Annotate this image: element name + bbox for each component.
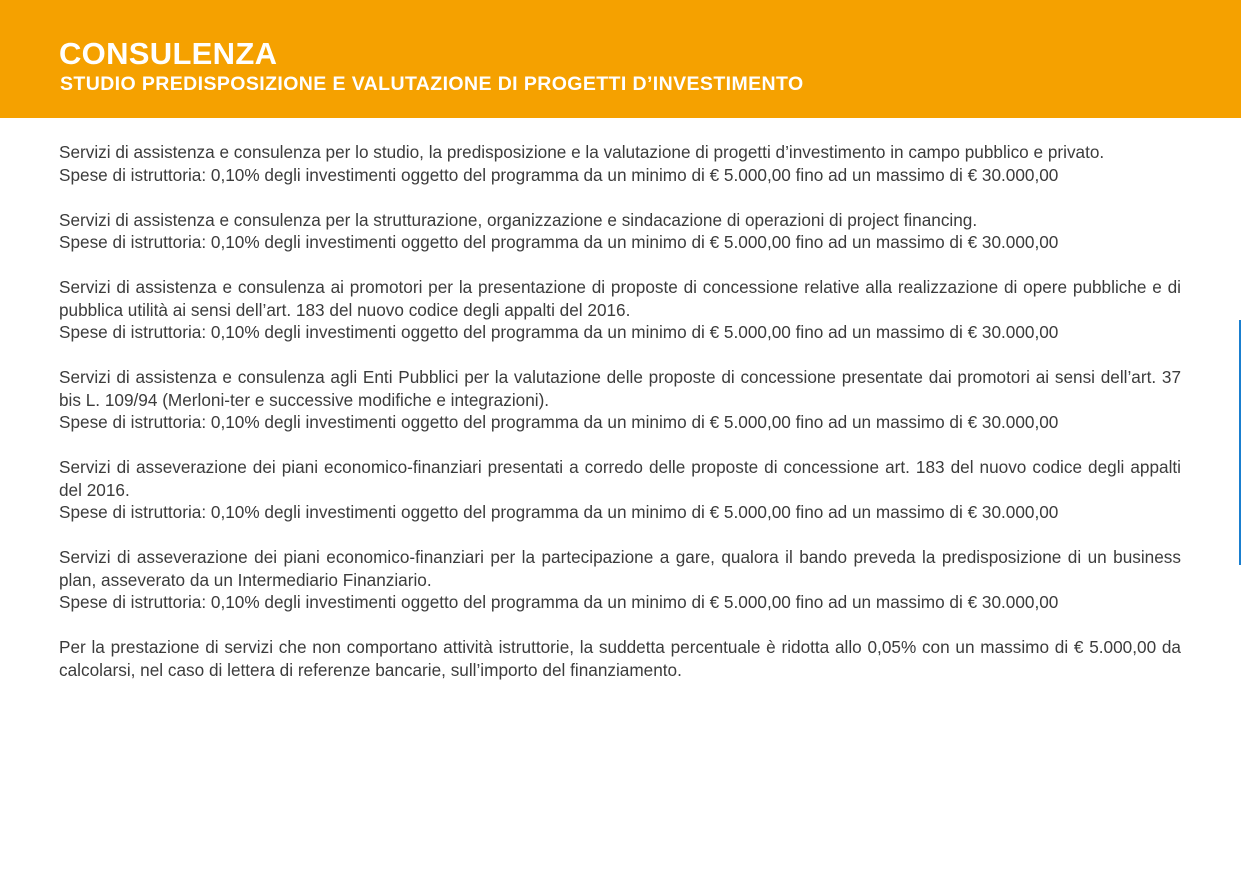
service-description: Servizi di assistenza e consulenza ai promotori per la presentazione di proposte di concessione relative alla realizzazione di opere pubbliche e di pubblica utilità ai sensi dell’art. 183 del nuovo codice degli appalti del 2016. — [59, 277, 1181, 320]
service-fee: Spese di istruttoria: 0,10% degli investimenti oggetto del programma da un minimo di € 5.000,00 fino ad un massimo di € 30.000,00 — [59, 232, 1059, 252]
service-description: Servizi di asseverazione dei piani economico-finanziari presentati a corredo delle proposte di concessione art. 183 del nuovo codice degli appalti del 2016. — [59, 457, 1181, 500]
page-subtitle: STUDIO PREDISPOSIZIONE E VALUTAZIONE DI PROGETTI D’INVESTIMENTO — [60, 73, 804, 95]
service-fee: Spese di istruttoria: 0,10% degli investimenti oggetto del programma da un minimo di € 5.000,00 fino ad un massimo di € 30.000,00 — [59, 412, 1059, 432]
service-fee: Spese di istruttoria: 0,10% degli investimenti oggetto del programma da un minimo di € 5.000,00 fino ad un massimo di € 30.000,00 — [59, 164, 1059, 185]
page-title: CONSULENZA — [59, 36, 278, 71]
service-item — [59, 141, 1181, 186]
service-fee: Spese di istruttoria: 0,10% degli investimenti oggetto del programma da un minimo di € 5.000,00 fino ad un massimo di € 30.000,00 — [59, 322, 1059, 342]
service-item — [59, 366, 1181, 434]
service-item — [59, 456, 1181, 524]
service-description: Servizi di assistenza e consulenza agli Enti Pubblici per la valutazione delle proposte di concessione presentate dai promotori ai sensi dell’art. 37 bis L. 109/94 (Merloni-ter e successive modifiche e integrazioni). — [59, 367, 1181, 410]
service-item — [59, 276, 1181, 344]
service-description: Servizi di assistenza e consulenza per la strutturazione, organizzazione e sindacazione di operazioni di project financing. — [59, 209, 978, 230]
service-item — [59, 209, 1181, 254]
footer-note — [59, 636, 1181, 681]
header-banner — [0, 0, 1241, 118]
footer-note-text: Per la prestazione di servizi che non comportano attività istruttorie, la suddetta percentuale è ridotta allo 0,05% con un massimo di € 5.000,00 da calcolarsi, nel caso di lettera di referenze bancarie, sull’importo del finanziamento. — [59, 637, 1181, 680]
service-fee: Spese di istruttoria: 0,10% degli investimenti oggetto del programma da un minimo di € 5.000,00 fino ad un massimo di € 30.000,00 — [59, 502, 1059, 522]
service-item — [59, 546, 1181, 614]
service-description: Servizi di asseverazione dei piani economico-finanziari per la partecipazione a gare, qualora il bando preveda la predisposizione di un business plan, asseverato da un Intermediario Finanziario. — [59, 547, 1181, 590]
service-description: Servizi di assistenza e consulenza per lo studio, la predisposizione e la valutazione di progetti d’investimento in campo pubblico e privato. — [59, 142, 1105, 162]
service-fee: Spese di istruttoria: 0,10% degli investimenti oggetto del programma da un minimo di € 5.000,00 fino ad un massimo di € 30.000,00 — [59, 592, 1059, 612]
content — [59, 141, 1181, 704]
